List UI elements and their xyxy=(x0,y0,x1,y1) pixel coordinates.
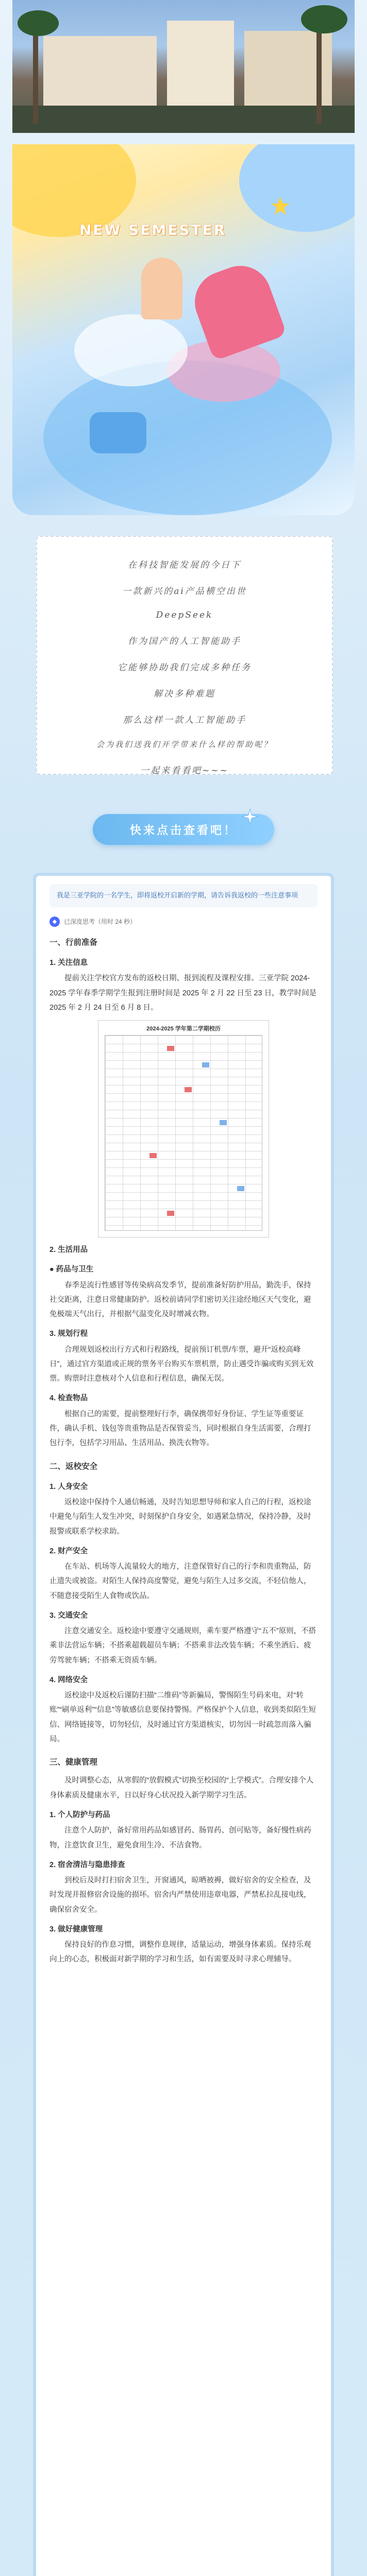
item-title: 2. 财产安全 xyxy=(49,1547,88,1555)
item-title: ● 药品与卫生 xyxy=(49,1265,94,1274)
item-title: 1. 关注信息 xyxy=(49,959,88,968)
item-text: 返校途中保持个人通信畅通，及时告知思想导师和家人自己的行程，返校途中避免与陌生人发生冲突，时刻保护自身安全，如遇紧急情况，保持冷静，及时报警或联系学校求助。 xyxy=(49,1498,311,1536)
chat-content-card xyxy=(36,876,331,2576)
poem-line: 会为我们送我们开学带来什么样的帮助呢？ xyxy=(96,740,273,749)
intro-poem-card xyxy=(36,536,333,775)
poem-line: 一起来看看吧~~~ xyxy=(140,766,229,776)
item-title: 4. 网络安全 xyxy=(49,1675,88,1684)
item-text: 在车站、机场等人流量较大的地方，注意保管好自己的行李和贵重物品，防止遗失或被盗。对陌生人保持高度警觉，避免与陌生人过多交流，不轻信他人，不随意接受陌生人食物或饮品。 xyxy=(49,1563,311,1600)
calendar-title: 2024-2025 学年第二学期校历 xyxy=(146,1026,221,1032)
item-title: 1. 人身安全 xyxy=(49,1482,88,1491)
star-icon xyxy=(270,196,291,216)
poem-line: DeepSeek xyxy=(156,610,213,620)
deepseek-logo-icon: ◆ xyxy=(49,917,60,927)
item-text: 到校后及时打扫宿舍卫生，开窗通风，晾晒被褥，做好宿舍的安全检查，及时发现并报修宿舍设施的损坏。宿舍内严禁使用违章电器，严禁私拉乱接电线，确保宿舍安全。 xyxy=(49,1876,311,1914)
item-text: 及时调整心态，从寒假的“放假模式”切换至校园的“上学模式”。合理安排个人身体素质及健康水平，日以好身心状况投入新学期学习生活。 xyxy=(49,1776,314,1800)
section-title: 三、健康管理 xyxy=(49,1758,98,1767)
item-text: 注意交通安全。返校途中要遵守交通规则，乘车要严格遵守“五不”原则，不搭乘非法营运车辆；不搭乘超载超员车辆；不搭乘非法改装车辆；不乘坐酒后、疲劳驾驶车辆；不搭乘无资质车辆。 xyxy=(49,1627,316,1665)
hero-title: NEW SEMESTER xyxy=(79,222,227,239)
campus-photo xyxy=(12,0,355,133)
item-text: 根据自己的需要，提前整理好行李，确保携带好身份证、学生证等重要证件，确认手机、钱包等贵重物品是否保管妥当，同时根据自身生活需要，合理打包行李，包括学习用品、生活用品、换洗衣物等。 xyxy=(49,1410,311,1448)
item-title: 3. 交通安全 xyxy=(49,1611,88,1620)
item-text: 注意个人防护，备好常用药品如感冒药、肠胃药、创可贴等，备好慢性病药物，注意饮食卫生，避免食用生冷、不洁食物。 xyxy=(49,1826,311,1850)
section-title: 一、行前准备 xyxy=(49,938,98,947)
poem-line: 作为国产的人工智能助手 xyxy=(128,636,241,647)
poem-line: 它能够协助我们完成多种任务 xyxy=(118,663,252,673)
poem-line: 在科技智能发展的今日下 xyxy=(128,560,241,570)
item-title: 4. 检查物品 xyxy=(49,1394,88,1403)
item-text: 保持良好的作息习惯，调整作息规律，适量运动，增强身体素质。保持乐观向上的心态，积极面对新学期的学习和生活，如有需要及时寻求心理辅导。 xyxy=(49,1941,311,1964)
sparkle-icon xyxy=(242,809,258,824)
item-title: 2. 生活用品 xyxy=(49,1246,88,1255)
item-title: 2. 宿舍清洁与隐患排查 xyxy=(49,1860,125,1869)
item-title: 3. 做好健康管理 xyxy=(49,1925,103,1934)
user-query-bubble: 我是三亚学院的一名学生，即将返校开启新的学期，请告诉我返校的一些注意事项 xyxy=(49,884,318,907)
item-text: 返校途中及返校后谨防扫描“二维码”等新骗局，警惕陌生号码来电，对“转账”“刷单返利”“信息”等敏感信息要保持警惕。严格保护个人信息，收到类似陌生短信、网络链接等，切勿轻信，及时通过官方渠道核实，切勿因一时疏忽而落入骗局。 xyxy=(49,1691,316,1743)
item-title: 1. 个人防护与药品 xyxy=(49,1811,110,1820)
item-text: 合理规划返校出行方式和行程路线，提前预订机票/车票，避开“返校高峰日”，通过官方渠道或正规的票务平台购买车票机票，防止遇受诈骗或购买到无效票。购票时注意核对个人信息和行程信息，确保无误。 xyxy=(49,1345,314,1383)
item-text: 提前关注学校官方发布的返校日期、报到流程及课程安排。三亚学院 2024-2025 学年春季学期学生报到注册时间是 2025 年 2 月 22 日至 23 日，教学时间是 2025 年 2 月 24 日至 6 月 8 日。 xyxy=(49,974,317,1012)
answer-header xyxy=(49,917,318,927)
answer-body xyxy=(49,935,318,1967)
hero-illustration xyxy=(12,144,355,515)
poem-line: 解决多种难题 xyxy=(154,689,215,699)
item-title: 3. 规划行程 xyxy=(49,1330,88,1338)
school-calendar-image xyxy=(98,1020,269,1238)
section-title: 二、返校安全 xyxy=(49,1462,98,1471)
poem-line: 那么这样一款人工智能助手 xyxy=(123,715,246,725)
item-text: 春季是流行性感冒等传染病高发季节，提前准备好防护用品，勤洗手，保持社交距离，注意日常健康防护。返校前请同学们密切关注途经地区天气变化，避免极端天气出行，并根据气温变化及时增减衣物。 xyxy=(49,1281,311,1319)
thinking-time-label: 已深度思考（用时 24 秒） xyxy=(64,918,137,926)
banner-label: 快来点击查看吧！ xyxy=(129,823,237,837)
poem-line: 一款新兴的ai产品横空出世 xyxy=(122,586,247,597)
